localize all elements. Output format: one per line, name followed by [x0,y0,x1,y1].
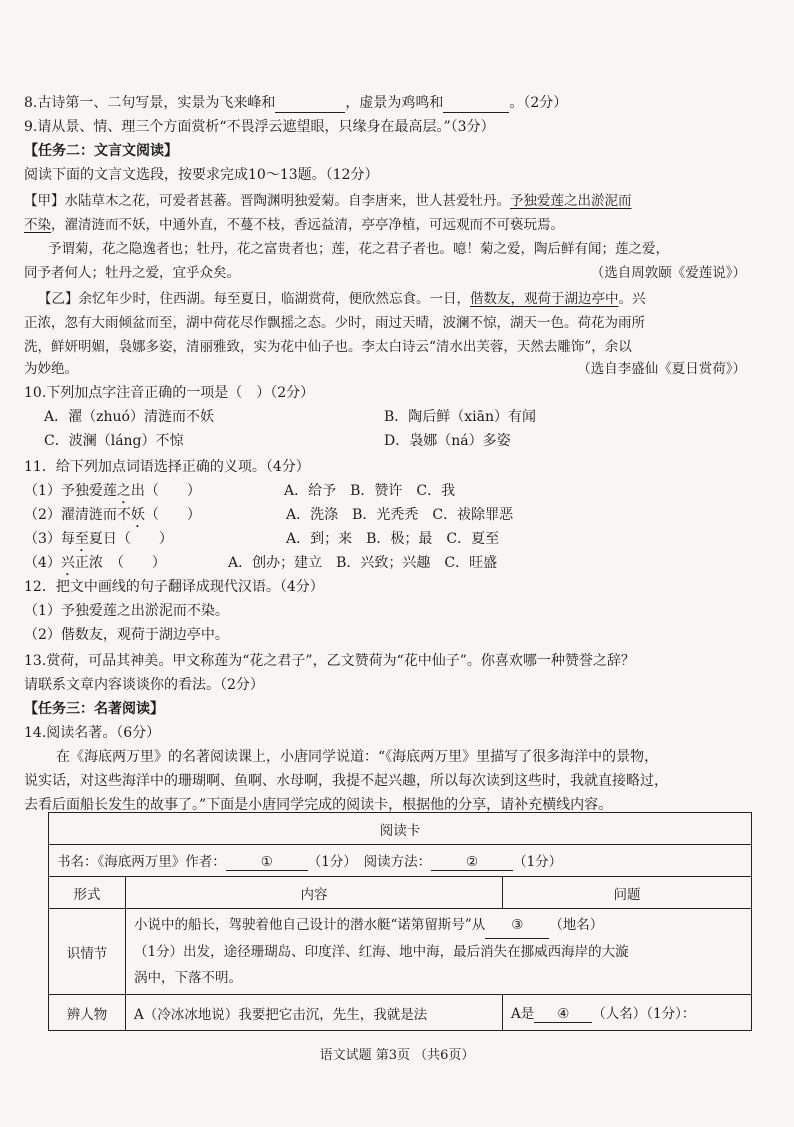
passage-jia-source: （选自周敦颐《爱莲说》） [590,265,746,281]
answer-blank[interactable] [275,95,345,113]
q10-option-b[interactable]: B．陶后鲜（xiān）有闻 [384,409,537,425]
page-footer: 语文试题 第3页 （共6页） [319,1048,475,1063]
passage-jia-line2: 不染，濯清涟而不妖，中通外直，不蔓不枝，香远益清，亭亭净植，可远观而不可亵玩焉。 [24,217,564,233]
passage-yi-line3: 洗，鲜妍明媚，袅娜多姿，清丽雅致，实为花中仙子也。李太白诗云“清水出芙蓉，天然去雕饰”，余以 [24,339,632,355]
passage-yi-line2: 正浓，忽有大雨倾盆而至，湖中荷花尽作飘摇之态。少时，雨过天晴，波澜不惊，湖天一色。荷花为雨所 [24,315,645,331]
passage-yi-line1: 【乙】余忆年少时，住西湖。每至夏日，临湖赏荷，便欣然忘食。一日，偕数友，观荷于湖边亭中。兴 [38,291,646,307]
blank-4[interactable]: ④ [534,1006,592,1023]
task2-heading: 【任务二：文言文阅读】 [24,143,178,159]
question-8: 8.古诗第一、二句写景，实景为飞来峰和 ，虚景为鸡鸣和 。（2分） [24,95,568,111]
card-book-row: 书名：《海底两万里》作者： ① （1分） 阅读方法： ② （1分） [49,845,752,877]
row-character-question: A是 ④ （人名）（1分）： [503,995,752,1031]
q14-paragraph-line3: 去看后面船长发生的故事了。”下面是小唐同学完成的阅读卡，根据他的分享，请补充横线内容。 [24,797,613,813]
task2-intro: 阅读下面的文言文选段，按要求完成10～13题。（12分） [24,167,379,183]
question-9: 9.请从景、情、理三个方面赏析“不畏浮云遮望眼，只缘身在最高层。”（3分） [24,119,495,135]
q11-item-1: （1）予独爱莲之出（ ） [24,483,201,499]
row-plot-form: 识情节 [49,909,126,995]
q11-item-4: （4）兴正浓 （ ） [24,555,166,571]
reading-card [48,812,752,1031]
q11-item-3-options[interactable]: A．到；来 B．极；最 C．夏至 [286,531,500,547]
task3-heading: 【任务三：名著阅读】 [24,701,164,717]
card-title: 阅读卡 [49,813,752,845]
blank-2[interactable]: ② [431,854,513,871]
question-13-line2: 请联系文章内容谈谈你的看法。（2分） [24,677,264,693]
q11-item-4-options[interactable]: A．创办；建立 B．兴致；兴趣 C．旺盛 [228,555,498,571]
passage-jia-line1: 【甲】水陆草木之花，可爱者甚蕃。晋陶渊明独爱菊。自李唐来，世人甚爱牡丹。予独爱莲之出淤泥而 [24,193,632,209]
q10-option-c[interactable]: C．波澜（láng）不惊 [44,433,184,449]
question-13-line1: 13.赏荷，可品其神美。甲文称莲为“花之君子”，乙文赞荷为“花中仙子”。你喜欢哪一种赞誉之辞？ [24,653,635,669]
header-question: 问题 [503,877,752,909]
question-10-stem: 10.下列加点字注音正确的一项是（ ）（2分） [24,385,315,401]
q12-sentence-1: （1）予独爱莲之出淤泥而不染。 [24,603,229,619]
q14-paragraph-line2: 说实话，对这些海洋中的珊瑚啊、鱼啊、水母啊，我提不起兴趣，所以每次读到这些时，我就直接略过， [24,773,668,789]
row-character-content: A（冷冰冰地说）我要把它击沉，先生，我就是法 [126,995,503,1031]
q10-option-d[interactable]: D．袅娜（ná）多姿 [384,433,511,449]
question-11-stem: 11．给下列加点词语选择正确的义项。（4分） [24,459,310,475]
row-plot-content: 小说中的船长，驾驶着他自己设计的潜水艇“诺第留斯号”从 ③ （地名） （1分）出发，途径珊瑚岛、印度洋、红海、地中海，最后消失在挪威西海岸的大漩 涡中，下落不明。 [126,909,752,995]
q11-item-2: （2）濯清涟而不妖（ ） [24,507,201,523]
passage-yi-source: （选自李盛仙《夏日赏荷》） [577,361,746,377]
q14-paragraph-line1: 在《海底两万里》的名著阅读课上，小唐同学说道：“《海底两万里》里描写了很多海洋中的景物， [56,749,659,765]
q11-item-3: （3）每至夏日（ ） [24,531,173,547]
q11-item-1-options[interactable]: A．给予 B．赞许 C．我 [284,483,456,499]
blank-3[interactable]: ③ [485,912,549,939]
passage-yi-line4: 为妙绝。 [24,361,78,377]
blank-1[interactable]: ① [226,854,308,871]
passage-jia-line3: 予谓菊，花之隐逸者也；牡丹，花之富贵者也；莲，花之君子者也。噫！菊之爱，陶后鲜有闻；莲之爱， [48,241,669,257]
question-12-stem: 12．把文中画线的句子翻译成现代汉语。（4分） [24,579,324,595]
passage-jia-line4: 同予者何人；牡丹之爱，宜乎众矣。 [24,265,240,281]
q12-sentence-2: （2）偕数友，观荷于湖边亭中。 [24,627,229,643]
question-14-stem: 14.阅读名著。（6分） [24,725,161,741]
header-content: 内容 [126,877,503,909]
q11-item-2-options[interactable]: A．洗涤 B．光秃秃 C．祓除罪恶 [286,507,514,523]
header-form: 形式 [49,877,126,909]
row-character-form: 辨人物 [49,995,126,1031]
q10-option-a[interactable]: A．濯（zhuó）清涟而不妖 [44,409,214,425]
answer-blank[interactable] [443,95,509,113]
